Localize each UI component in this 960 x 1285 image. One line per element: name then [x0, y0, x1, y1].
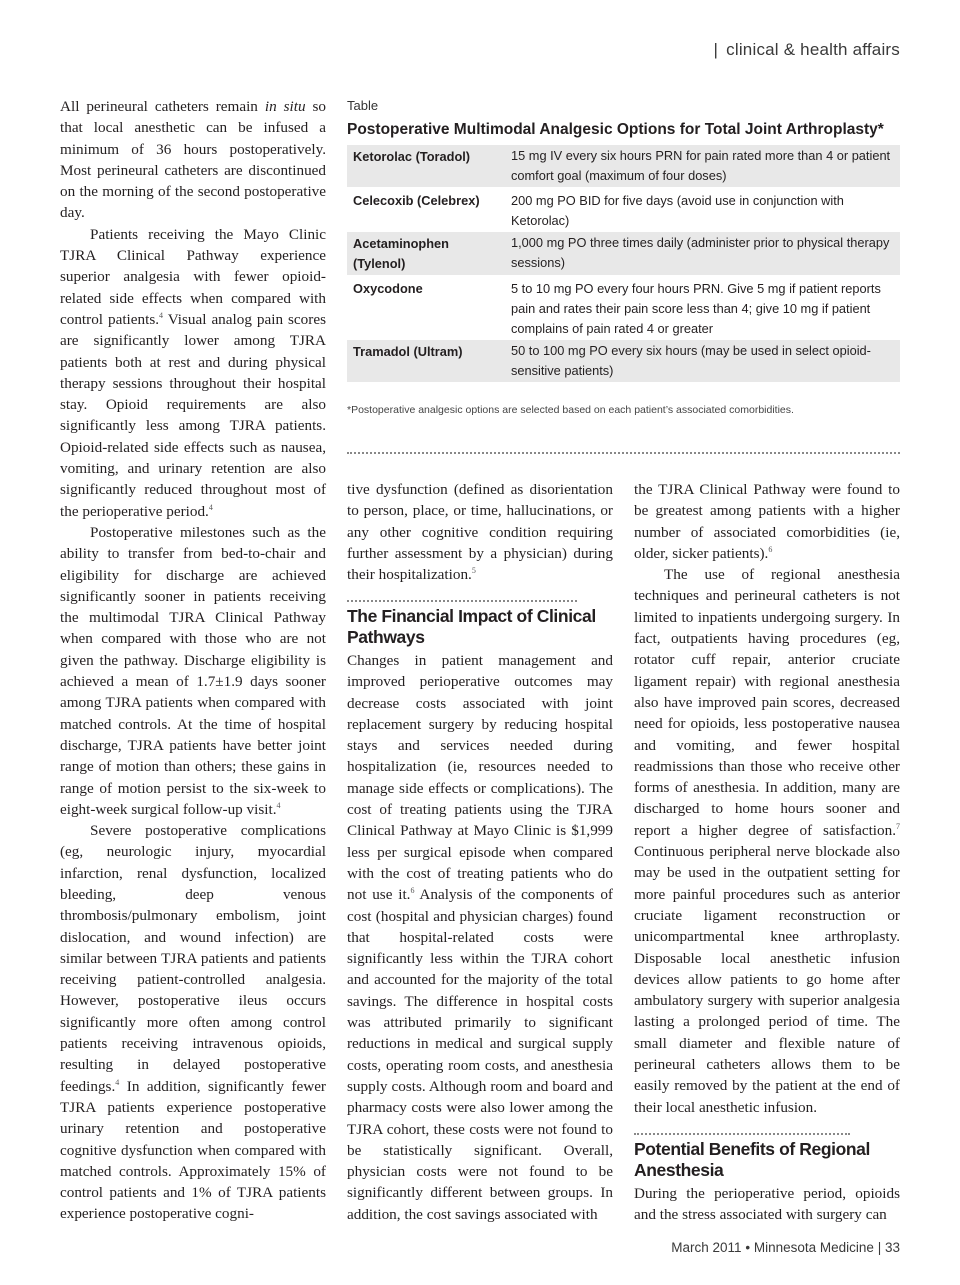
citation-ref: 7 [896, 821, 900, 831]
table-row [347, 145, 900, 187]
text-run: During the perioperative period, opioids and the stress associated with surgery can [634, 1185, 900, 1224]
table-row [347, 340, 900, 382]
column-2-body [347, 650, 613, 1225]
paragraph [634, 1183, 900, 1226]
section-title: clinical & health affairs [726, 40, 900, 59]
text-run: Changes in patient management and improved perioperative outcomes may decrease costs associated with joint replacement surgery by reducing hospital stays and services needed during hospitalization (ie, resources needed to manage side effects or complications). The cost of treating patients using the TJRA Clinical Pathway at Mayo Clinic is $1,999 less per surgical episode when compared with the cost of treating patients who do not use it. [347, 652, 613, 904]
paragraph [347, 650, 613, 1225]
text-run: tive dysfunction (defined as disorientation to person, place, or time, hallucinations, or any other cognitive condition requiring further assessment by a physician) during their hospitalization. [347, 481, 613, 584]
issue-date: March 2011 [671, 1240, 742, 1255]
paragraph [634, 479, 900, 564]
journal-name: Minnesota Medicine [753, 1240, 874, 1255]
dose-cell: 15 mg IV every six hours PRN for pain rated more than 4 or patient comfort goal (maximum of four doses) [505, 145, 900, 187]
drug-cell: Ketorolac (Toradol) [347, 145, 505, 187]
text-run: Visual analog pain scores are significantly lower among TJRA patients both at rest and during physical therapy sessions throughout their hospital stay. Opioid requirements are also significantly less among TJRA patients. Opioid-related side effects such as nausea, vomiting, and urinary retention are also significantly reduced throughout most of the perioperative period. [60, 310, 326, 520]
column-2 [347, 479, 613, 585]
drug-cell: Tramadol (Ultram) [347, 340, 505, 382]
section-heading: Potential Benefits of Regional Anesthesia [634, 1139, 870, 1180]
text-run: Analysis of the components of cost (hospital and physician charges) found that hospital-related costs were significantly less within the TJRA cohort and accounted for the majority of the total savings. The difference in hospital costs was attributed primarily to significant reductions in medical and surgical supply costs, operating room costs, and anesthesia supply costs. Although room and board and pharmacy costs were also lower among the TJRA cohort, these costs were not found to be statistically significant. Overall, physician costs were not found to be significantly different between groups. In addition, the cost savings associated with [347, 886, 613, 1223]
text-run: Severe postoperative complications (eg, neurologic injury, myocardial infarction, renal dysfunction, localized bleeding, deep venous thrombosis/pulmonary embolism, joint dislocation, and wound infection) are similar between TJRA patients and patients receiving patient-controlled analgesia. However, postoperative ileus occurs significantly more often among control patients receiving intravenous opioids, resulting in delayed postoperative feedings. [60, 822, 326, 1095]
citation-ref: 4 [208, 502, 213, 512]
drug-cell: Celecoxib (Celebrex) [353, 193, 480, 208]
text-run: The use of regional anesthesia techniques and perineural catheters is not limited to inpatients undergoing surgery. In fact, outpatients having procedures (eg, rotator cuff repair, anterior cruciate ligament repair) with regional anesthesia also have improved pain scores, decreased need for opioids, less postoperative nausea and vomiting, and fewer hospital readmissions than those who receive other forms of anesthesia. In addition, many are discharged to home hours sooner and report a higher degree of satisfaction. [634, 566, 900, 839]
page-footer [671, 1240, 900, 1255]
column-1 [60, 96, 326, 1225]
dotted-divider [347, 452, 900, 454]
dose-cell: 50 to 100 mg PO every six hours (may be used in select opioid-sensitive patients) [505, 340, 900, 382]
table-row [347, 232, 900, 275]
paragraph [60, 820, 326, 1225]
table-body [347, 145, 900, 382]
footer-bullet: • [745, 1240, 751, 1255]
paragraph [634, 564, 900, 1118]
table-footnote: *Postoperative analgesic options are selected based on each patient’s associated comorbidities. [347, 404, 794, 416]
table-row [347, 275, 900, 340]
dotted-divider [347, 600, 577, 602]
table-label: Table [347, 98, 379, 113]
footer-bar: | [877, 1240, 882, 1255]
citation-ref: 4 [115, 1077, 120, 1087]
section-heading: The Financial Impact of Clinical Pathways [347, 606, 596, 647]
column-3 [634, 479, 900, 1118]
header-bar: | [713, 40, 719, 59]
drug-cell: Acetaminophen (Tylenol) [347, 232, 505, 275]
running-header [714, 40, 900, 60]
dotted-divider [634, 1133, 850, 1135]
paragraph [347, 479, 613, 585]
text-run: In addition, significantly fewer TJRA patients experience postoperative urinary retention and postoperative cognitive dysfunction when compared with matched controls. Approximately 15% of control patients and 1% of TJRA patients experience postoperative cogni- [60, 1077, 326, 1223]
page-number: 33 [884, 1240, 900, 1255]
citation-ref: 6 [768, 544, 773, 554]
column-3-body [634, 1183, 900, 1226]
paragraph [60, 96, 326, 224]
paragraph [60, 224, 326, 522]
citation-ref: 5 [471, 566, 476, 576]
citation-ref: 6 [410, 886, 415, 896]
citation-ref: 4 [276, 800, 281, 810]
text-run: Postoperative milestones such as the ability to transfer from bed-to-chair and eligibility for discharge are achieved significantly sooner in patients receiving the multimodal TJRA Clinical Pathway when compared with those who are not given the pathway. Discharge eligibility is achieved a mean of 1.7±1.9 days sooner among TJRA patients when compared with matched controls. At the time of hospital discharge, TJRA patients have better joint range of motion than others; these gains in range of motion persist to the six-week to eight-week surgical follow-up visit. [60, 523, 326, 818]
text-run: the TJRA Clinical Pathway were found to be greatest among patients with a higher number of associated comorbidities (ie, older, sicker patients). [634, 481, 900, 562]
dose-cell: 200 mg PO BID for five days (avoid use in conjunction with Ketorolac) [511, 193, 844, 228]
text-run: All perineural catheters remain [60, 98, 265, 115]
paragraph [60, 522, 326, 820]
text-run: so that local anesthetic can be infused a minimum of 36 hours postoperatively. Most perineural catheters are discontinued on the morning of the second postoperative day. [60, 98, 326, 222]
analgesic-table [347, 98, 900, 416]
drug-cell: Oxycodone [353, 281, 423, 296]
text-run: Patients receiving the Mayo Clinic TJRA Clinical Pathway experience superior analgesia with fewer opioid-related side effects when compared with control patients. [60, 225, 326, 328]
text-run: Continuous peripheral nerve blockade also may be used in the outpatient setting for more painful procedures such as anterior cruciate ligament reconstruction or unicompartmental knee arthroplasty. Disposable local anesthetic infusion devices allow patients to go home after ambulatory surgery with superior analgesia lasting a prolonged period of time. The small diameter and flexible nature of perineural catheters allows them to be easily removed by the patient at the end of their local anesthetic infusion. [634, 843, 900, 1116]
table-row [347, 187, 900, 232]
emphasis: in situ [264, 98, 306, 115]
dose-cell: 5 to 10 mg PO every four hours PRN. Give 5 mg if patient reports pain and rates their pain score less than 4; give 10 mg if patient complains of pain rated 4 or greater [511, 281, 881, 336]
table-title: Postoperative Multimodal Analgesic Options for Total Joint Arthroplasty* [347, 121, 884, 138]
dose-cell: 1,000 mg PO three times daily (administer prior to physical therapy sessions) [505, 232, 900, 275]
citation-ref: 4 [159, 310, 164, 320]
